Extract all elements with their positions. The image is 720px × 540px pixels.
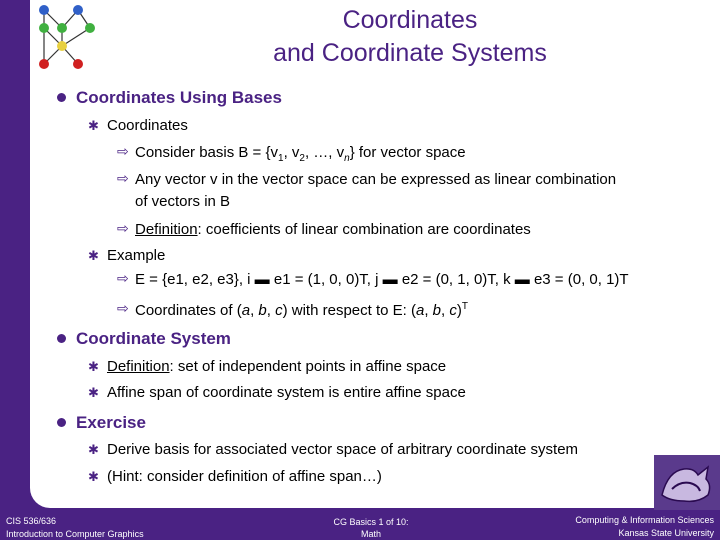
university-logo (654, 455, 720, 510)
arrow-bullet-icon: ⇨ (117, 220, 129, 236)
point-derive-basis: Derive basis for associated vector space of arbitrary coordinate system (107, 441, 579, 458)
asterisk-bullet-icon: ✱ (88, 118, 99, 133)
basis-text-c: , …, v (304, 144, 345, 161)
asterisk-bullet-icon: ✱ (88, 248, 99, 263)
footer-corner (30, 486, 50, 508)
point-consider-basis: Consider basis $B = \{v_1$, $v_2$, …, $v_n$} for vector space (135, 144, 466, 164)
title-line-2: and Coordinate Systems (273, 39, 547, 67)
footer-lecture: CG Basics 1 of 10: (333, 517, 409, 527)
point-coordinates-wrt-e: Coordinates of (a, b, c) with respect to E: (a, b, c)$^T$ (135, 301, 468, 319)
bullet-dot-icon (57, 418, 66, 427)
section-heading-exercise: Exercise (76, 413, 146, 432)
left-accent-bar (0, 0, 30, 510)
footer-course-code: CIS 536/636 (6, 516, 57, 526)
arrow-bullet-icon: ⇨ (117, 170, 129, 186)
wildcat-logo-icon (654, 455, 720, 510)
point-affine-span: Affine span of coordinate system is entire affine space (107, 384, 466, 401)
point-any-vector-line1: Any vector v in the vector space can be expressed as linear combination (135, 171, 617, 188)
point-standard-basis: E = {e1, e2, e3}, i ▬ e1 = (1, 0, 0)T, j ▬ e2 = (0, 1, 0)T, k ▬ e3 = (0, 0, 1)T (135, 271, 629, 288)
definition-text: : set of independent points in affine space (169, 358, 447, 375)
title-line-1: Coordinates (342, 6, 478, 34)
footer-lecture-sub: Math (360, 529, 381, 539)
coord-text-pre: Coordinates of ( (135, 302, 242, 319)
footer-course-name: Introduction to Computer Graphics (6, 529, 144, 539)
slide-title (200, 4, 620, 70)
asterisk-bullet-icon: ✱ (88, 442, 99, 457)
section-heading-coordinate-system: Coordinate System (76, 329, 231, 348)
arrow-bullet-icon: ⇨ (117, 300, 129, 316)
asterisk-bullet-icon: ✱ (88, 469, 99, 484)
definition-term: Definition (107, 358, 170, 375)
arrow-bullet-icon: ⇨ (117, 143, 129, 159)
definition-term: Definition (135, 221, 198, 238)
subheading-example: Example (107, 247, 166, 264)
point-any-vector-line2: of vectors in B (135, 193, 231, 210)
bullet-dot-icon (57, 93, 66, 102)
graph-logo-icon (30, 0, 102, 72)
asterisk-bullet-icon: ✱ (88, 385, 99, 400)
subheading-coordinates: Coordinates (107, 117, 188, 134)
footer-university: Kansas State University (618, 528, 714, 538)
basis-text-pre: Consider basis B = {v (135, 144, 278, 161)
basis-text-post: } for vector space (349, 144, 466, 161)
basis-text-b: , v (283, 144, 300, 161)
point-definition-system (107, 358, 446, 375)
coord-text-end: ) (456, 302, 462, 319)
point-definition-coordinates (135, 221, 531, 238)
definition-text: : coefficients of linear combination are coordinates (197, 221, 531, 238)
section-heading-coordinates-using-bases: Coordinates Using Bases (76, 88, 282, 107)
footer-department: Computing & Information Sciences (575, 515, 714, 525)
arrow-bullet-icon: ⇨ (117, 270, 129, 286)
point-hint: (Hint: consider definition of affine span…) (107, 468, 382, 485)
coord-text-mid: ) with respect to E: ( (282, 302, 416, 319)
asterisk-bullet-icon: ✱ (88, 359, 99, 374)
bullet-dot-icon (57, 334, 66, 343)
